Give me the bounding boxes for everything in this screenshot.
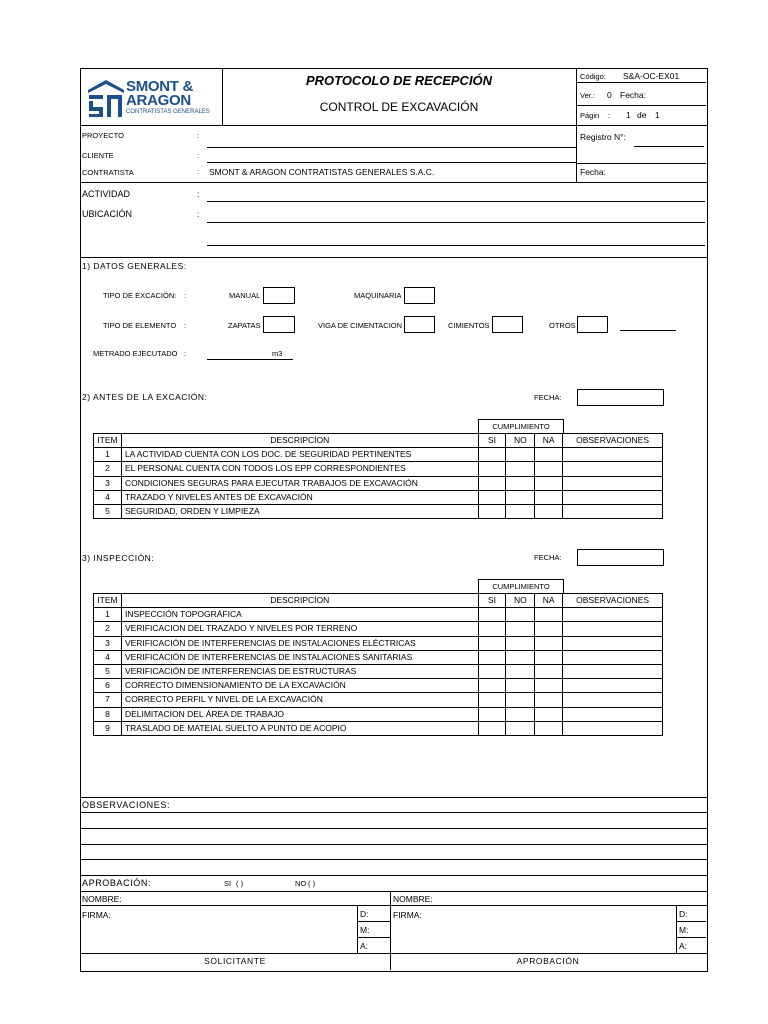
- obs-cell[interactable]: [563, 693, 663, 707]
- solicitante-mes[interactable]: M:: [360, 925, 370, 935]
- contratista-label: CONTRATISTA: [82, 168, 134, 177]
- antes-heading: 2) ANTES DE LA EXCACIÓN:: [82, 392, 208, 402]
- na-cell[interactable]: [535, 707, 563, 721]
- header-bottom-line: [80, 125, 707, 126]
- nombre-line: [80, 905, 707, 906]
- obs-cell[interactable]: [563, 462, 663, 476]
- info-line-contratista: [80, 182, 707, 183]
- table-row: [94, 622, 663, 636]
- footer-line: [80, 953, 707, 954]
- si-cell[interactable]: [478, 721, 506, 735]
- cliente-field[interactable]: [207, 162, 576, 163]
- table-row: [94, 707, 663, 721]
- aprobacion-si-box[interactable]: ( ): [236, 879, 244, 888]
- no-cell[interactable]: [506, 650, 535, 664]
- si-cell[interactable]: [478, 679, 506, 693]
- col-item: ITEM: [94, 434, 122, 448]
- si-cell[interactable]: [478, 636, 506, 650]
- no-cell[interactable]: [506, 608, 535, 622]
- na-cell[interactable]: [535, 664, 563, 678]
- na-cell[interactable]: [535, 462, 563, 476]
- ver-value: 0: [607, 90, 612, 100]
- obs-cell[interactable]: [563, 448, 663, 462]
- table-row: [94, 693, 663, 707]
- zapatas-label: ZAPATAS: [228, 321, 261, 330]
- maquinaria-checkbox[interactable]: [404, 287, 435, 304]
- no-cell[interactable]: [506, 693, 535, 707]
- tipo-elemento-label: TIPO DE ELEMENTO: [103, 321, 177, 330]
- na-cell[interactable]: [535, 608, 563, 622]
- si-cell[interactable]: [478, 462, 506, 476]
- solicitante-dia[interactable]: D:: [360, 909, 369, 919]
- col-observaciones: OBSERVACIONES: [563, 594, 663, 608]
- si-cell[interactable]: [478, 650, 506, 664]
- col-si: SI: [478, 434, 506, 448]
- date-line: [676, 937, 706, 938]
- antes-table-header: [94, 434, 663, 448]
- col-observaciones: OBSERVACIONES: [563, 434, 663, 448]
- solicitante-date-divider: [357, 905, 358, 953]
- si-cell[interactable]: [478, 608, 506, 622]
- header-code-line1: [576, 82, 706, 83]
- obs-cell[interactable]: [563, 707, 663, 721]
- si-cell[interactable]: [478, 448, 506, 462]
- actividad-field[interactable]: [207, 201, 705, 202]
- date-line: [357, 921, 390, 922]
- aprob-line: [80, 891, 707, 892]
- row-item: 1: [94, 608, 122, 622]
- proyecto-label: PROYECTO: [82, 131, 124, 140]
- codigo-label: Código:: [580, 72, 606, 81]
- cimientos-label: CIMIENTOS: [448, 321, 490, 330]
- row-desc: VERIFICACIÓN DE INTERFERENCIAS DE ESTRUCTURAS: [121, 664, 478, 678]
- na-cell[interactable]: [535, 622, 563, 636]
- no-cell[interactable]: [506, 476, 535, 490]
- observaciones-heading: OBSERVACIONES:: [82, 800, 171, 810]
- metrado-field[interactable]: [207, 359, 293, 360]
- table-row: [94, 664, 663, 678]
- aprobacion-mes[interactable]: M:: [679, 925, 689, 935]
- viga-checkbox[interactable]: [404, 316, 435, 333]
- obs-cell[interactable]: [563, 721, 663, 735]
- na-cell[interactable]: [535, 448, 563, 462]
- otros-checkbox[interactable]: [577, 316, 608, 333]
- row-item: 6: [94, 679, 122, 693]
- si-cell[interactable]: [478, 476, 506, 490]
- row-item: 4: [94, 490, 122, 504]
- obs-cell[interactable]: [563, 504, 663, 518]
- date-line: [357, 937, 390, 938]
- aprobacion-no-box[interactable]: ( ): [308, 879, 316, 888]
- row-desc: DELIMITACION DEL ÁREA DE TRABAJO: [121, 707, 478, 721]
- codigo-value: S&A-OC-EX01: [623, 71, 680, 81]
- form-frame: [80, 68, 708, 972]
- aprobacion-date-divider: [676, 905, 677, 953]
- obs-cell[interactable]: [563, 679, 663, 693]
- table-row: [94, 490, 663, 504]
- row-item: 1: [94, 448, 122, 462]
- no-cell[interactable]: [506, 664, 535, 678]
- obs-line-4[interactable]: [80, 859, 707, 860]
- solicitante-firma-label: FIRMA:: [82, 910, 111, 920]
- logo-subtitle: CONTRATISTAS GENERALES: [126, 109, 210, 115]
- obs-line-1[interactable]: [80, 812, 707, 813]
- solicitante-label: SOLICITANTE: [204, 956, 266, 966]
- col-no: NO: [506, 594, 535, 608]
- logo-line1: SMONT &: [126, 78, 194, 95]
- registro-label: Registro N°:: [580, 132, 626, 142]
- manual-checkbox[interactable]: [263, 287, 295, 304]
- row-desc: VERIFICACIÓN DE INTERFERENCIAS DE INSTALACIONES SANITARIAS: [121, 650, 478, 664]
- no-cell[interactable]: [506, 448, 535, 462]
- maquinaria-label: MAQUINARIA: [354, 291, 402, 300]
- obs-cell[interactable]: [563, 476, 663, 490]
- col-na: NA: [535, 434, 563, 448]
- na-cell[interactable]: [535, 490, 563, 504]
- info-divider: [576, 126, 577, 182]
- row-desc: SEGURIDAD, ORDEN Y LIMPIEZA: [121, 504, 478, 518]
- row-desc: CONDICIONES SEGURAS PARA EJECUTAR TRABAJOS DE EXCAVACIÓN: [121, 476, 478, 490]
- tipo-elemento-colon: :: [184, 321, 187, 330]
- solicitante-anio[interactable]: A:: [360, 941, 369, 951]
- si-cell[interactable]: [478, 707, 506, 721]
- pagina-value: 1: [626, 110, 631, 120]
- na-cell[interactable]: [535, 504, 563, 518]
- col-no: NO: [506, 434, 535, 448]
- contratista-colon: :: [197, 167, 200, 176]
- proyecto-field[interactable]: [207, 147, 576, 148]
- otros-field[interactable]: [620, 330, 676, 331]
- info-right-line: [576, 163, 706, 164]
- row-desc: TRAZADO Y NIVELES ANTES DE EXCAVACIÓN: [121, 490, 478, 504]
- header-code-line2: [576, 105, 706, 106]
- inspeccion-cumplimiento-header: CUMPLIMIENTO: [478, 579, 564, 594]
- zapatas-checkbox[interactable]: [263, 316, 295, 333]
- antes-fecha-label: FECHA:: [534, 393, 562, 402]
- row-desc: EL PERSONAL CUENTA CON TODOS LOS EPP CORRESPONDIENTES: [121, 462, 478, 476]
- header-divider-right: [576, 69, 577, 125]
- pagina-sep: :: [608, 111, 611, 120]
- table-row: [94, 476, 663, 490]
- na-cell[interactable]: [535, 476, 563, 490]
- aprobacion-heading: APROBACIÓN:: [82, 878, 152, 888]
- viga-label: VIGA DE CIMENTACION: [318, 321, 403, 330]
- cimientos-checkbox[interactable]: [492, 316, 523, 333]
- obs-cell[interactable]: [563, 490, 663, 504]
- cliente-label: CLIENTE: [82, 151, 114, 160]
- na-cell[interactable]: [535, 693, 563, 707]
- no-cell[interactable]: [506, 504, 535, 518]
- row-desc: CORRECTO DIMENSIONAMIENTO DE LA EXCAVACIÓN: [121, 679, 478, 693]
- table-row: [94, 462, 663, 476]
- aprobacion-no-label: NO: [295, 879, 307, 888]
- si-cell[interactable]: [478, 664, 506, 678]
- metrado-label: METRADO EJECUTADO: [93, 349, 178, 358]
- actividad-colon: :: [197, 189, 200, 199]
- obs-line-2[interactable]: [80, 828, 707, 829]
- na-cell[interactable]: [535, 679, 563, 693]
- date-line: [676, 921, 706, 922]
- aprobacion-footer-label: APROBACIÓN: [516, 956, 580, 966]
- row-item: 4: [94, 650, 122, 664]
- row-item: 3: [94, 476, 122, 490]
- table-row: [94, 504, 663, 518]
- row-item: 2: [94, 622, 122, 636]
- ubicacion-field[interactable]: [207, 222, 705, 223]
- inspeccion-table: [93, 593, 663, 736]
- row-desc: INSPECCIÓN TOPOGRÁFICA: [121, 608, 478, 622]
- obs-top-line: [80, 797, 707, 798]
- row-desc: TRASLADO DE MATEIAL SUELTO A PUNTO DE ACOPIO: [121, 721, 478, 735]
- row-desc: CORRECTO PERFIL Y NIVEL DE LA EXCAVACIÓN: [121, 693, 478, 707]
- obs-cell[interactable]: [563, 664, 663, 678]
- col-descripcion: DESCRIPCÍON: [121, 434, 478, 448]
- pagina-total: 1: [655, 110, 660, 120]
- table-row: [94, 448, 663, 462]
- obs-line-5: [80, 875, 707, 876]
- aprobacion-nombre-label: NOMBRE:: [393, 894, 433, 904]
- pagina-label: Págin: [580, 111, 600, 120]
- aprobacion-firma-label: FIRMA:: [393, 910, 422, 920]
- si-cell[interactable]: [478, 490, 506, 504]
- obs-cell[interactable]: [563, 636, 663, 650]
- document-subtitle: CONTROL DE EXCAVACIÓN: [319, 100, 479, 114]
- document-title: PROTOCOLO DE RECEPCIÓN: [305, 73, 493, 88]
- na-cell[interactable]: [535, 650, 563, 664]
- row-item: 9: [94, 721, 122, 735]
- tipo-excacion-label: TIPO DE EXCACIÓN:: [103, 291, 177, 300]
- inspeccion-table-header: [94, 594, 663, 608]
- col-item: ITEM: [94, 594, 122, 608]
- ubicacion-colon: :: [197, 209, 200, 219]
- tipo-excacion-colon: :: [184, 291, 187, 300]
- aprobacion-anio[interactable]: A:: [679, 941, 688, 951]
- actividad-label: ACTIVIDAD: [82, 189, 131, 199]
- datos-heading: 1) DATOS GENERALES:: [82, 261, 187, 271]
- col-na: NA: [535, 594, 563, 608]
- row-desc: VERIFICACION DEL TRAZADO Y NIVELES POR TERRENO: [121, 622, 478, 636]
- si-cell[interactable]: [478, 693, 506, 707]
- aprobacion-si-label: SI: [224, 879, 232, 888]
- no-cell[interactable]: [506, 622, 535, 636]
- ubicacion-label: UBICACIÓN: [82, 209, 133, 219]
- proyecto-colon: :: [197, 131, 200, 140]
- ver-label: Ver.:: [580, 91, 596, 100]
- row-item: 8: [94, 707, 122, 721]
- si-cell[interactable]: [478, 622, 506, 636]
- table-row: [94, 636, 663, 650]
- na-cell[interactable]: [535, 721, 563, 735]
- row-desc: LA ACTIVIDAD CUENTA CON LOS DOC. DE SEGURIDAD PERTINENTES: [121, 448, 478, 462]
- obs-line-3[interactable]: [80, 844, 707, 845]
- m3-unit: m3: [272, 349, 283, 358]
- table-row: [94, 679, 663, 693]
- cliente-colon: :: [197, 151, 200, 160]
- fecha-header-label: Fecha:: [620, 90, 646, 100]
- obs-cell[interactable]: [563, 608, 663, 622]
- inspeccion-fecha-field[interactable]: [577, 549, 664, 566]
- row-desc: VERIFICACIÓN DE INTERFERENCIAS DE INSTALACIONES ELÉCTRICAS: [121, 636, 478, 650]
- antes-cumplimiento-header: CUMPLIMIENTO: [478, 419, 564, 434]
- company-logo: [86, 76, 218, 120]
- no-cell[interactable]: [506, 707, 535, 721]
- no-cell[interactable]: [506, 636, 535, 650]
- no-cell[interactable]: [506, 490, 535, 504]
- antes-table: [93, 433, 663, 519]
- row-item: 2: [94, 462, 122, 476]
- na-cell[interactable]: [535, 636, 563, 650]
- row-item: 3: [94, 636, 122, 650]
- metrado-colon: :: [184, 349, 187, 358]
- no-cell[interactable]: [506, 462, 535, 476]
- col-descripcion: DESCRIPCÍON: [121, 594, 478, 608]
- obs-cell[interactable]: [563, 650, 663, 664]
- inspeccion-fecha-label: FECHA:: [534, 553, 562, 562]
- table-row: [94, 650, 663, 664]
- registro-field[interactable]: [634, 146, 704, 147]
- table-row: [94, 721, 663, 735]
- no-cell[interactable]: [506, 679, 535, 693]
- aprobacion-dia[interactable]: D:: [679, 909, 688, 919]
- manual-label: MANUAL: [229, 291, 261, 300]
- si-cell[interactable]: [478, 504, 506, 518]
- row-item: 5: [94, 504, 122, 518]
- col-si: SI: [478, 594, 506, 608]
- solicitante-nombre-label: NOMBRE:: [82, 894, 122, 904]
- row-item: 5: [94, 664, 122, 678]
- table-row: [94, 608, 663, 622]
- obs-cell[interactable]: [563, 622, 663, 636]
- ubicacion-field-2[interactable]: [207, 245, 705, 246]
- contratista-value: SMONT & ARAGON CONTRATISTAS GENERALES S.A.C.: [209, 167, 435, 177]
- otros-label: OTROS: [549, 321, 576, 330]
- inspeccion-heading: 3) INSPECCIÓN:: [82, 553, 155, 563]
- row-item: 7: [94, 693, 122, 707]
- info-fecha-label: Fecha:: [580, 167, 606, 177]
- no-cell[interactable]: [506, 721, 535, 735]
- antes-fecha-field[interactable]: [577, 389, 664, 406]
- info-bottom-line: [80, 257, 707, 258]
- pagina-de: de: [637, 110, 647, 120]
- logo-line2: ARAGON: [126, 92, 191, 109]
